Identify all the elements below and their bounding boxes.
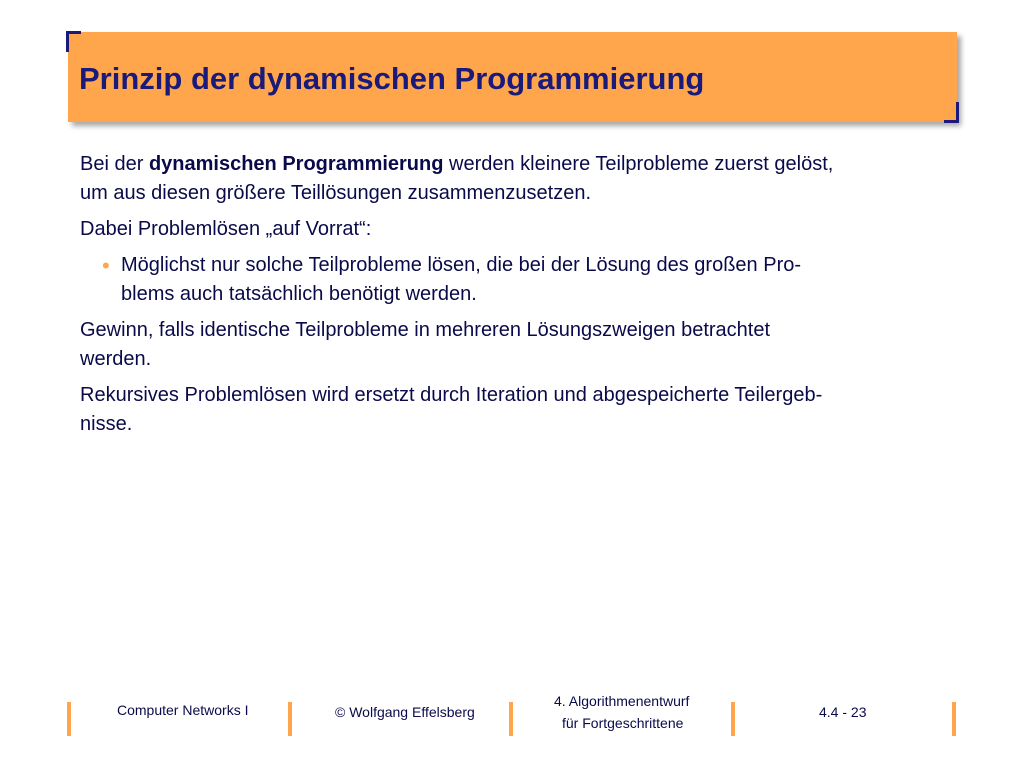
bullet-item [80, 251, 960, 309]
footer-author: © Wolfgang Effelsberg [335, 704, 475, 720]
paragraph-1-prefix: Bei der [80, 153, 149, 175]
paragraph-1 [80, 150, 960, 208]
bullet-line-2: blems auch tatsächlich benötigt werden. [121, 283, 477, 305]
title-banner [68, 32, 957, 122]
footer-divider [509, 702, 513, 736]
bullet-line-1: Möglichst nur solche Teilprobleme lösen, die bei der Lösung des großen Pro- [121, 254, 802, 276]
bullet-dot-icon: • [102, 253, 110, 278]
paragraph-1-bold-term: dynamischen Programmierung [148, 153, 444, 175]
footer-chapter-line-1: 4. Algorithmenentwurf [554, 693, 690, 709]
paragraph-3-line-1: Gewinn, falls identische Teilprobleme in mehreren Lösungszweigen betrachtet [80, 319, 771, 341]
paragraph-4-line-2: nisse. [80, 413, 133, 435]
paragraph-1-line-1-suffix: werden kleinere Teilprobleme zuerst gelöst, [443, 153, 834, 175]
corner-bracket-bottom-right [944, 102, 959, 123]
slide-footer [0, 688, 1024, 738]
footer-divider [952, 702, 956, 736]
footer-divider [731, 702, 735, 736]
paragraph-1-line-2: um aus diesen größere Teillösungen zusammenzusetzen. [80, 182, 592, 204]
paragraph-3 [80, 316, 960, 374]
paragraph-2-text: Dabei Problemlösen „auf Vorrat“: [80, 218, 372, 240]
paragraph-4 [80, 381, 960, 439]
footer-page-number: 4.4 - 23 [819, 704, 867, 720]
slide-body [80, 150, 960, 446]
footer-divider [67, 702, 71, 736]
footer-divider [288, 702, 292, 736]
paragraph-4-line-1: Rekursives Problemlösen wird ersetzt durch Iteration und abgespeicherte Teilergeb- [80, 384, 823, 406]
corner-bracket-top-left [66, 31, 81, 52]
paragraph-3-line-2: werden. [80, 348, 152, 370]
slide-title: Prinzip der dynamischen Programmierung [79, 61, 705, 96]
footer-chapter-line-2: für Fortgeschrittene [562, 715, 684, 731]
paragraph-2 [80, 215, 960, 244]
footer-course: Computer Networks I [117, 702, 249, 718]
